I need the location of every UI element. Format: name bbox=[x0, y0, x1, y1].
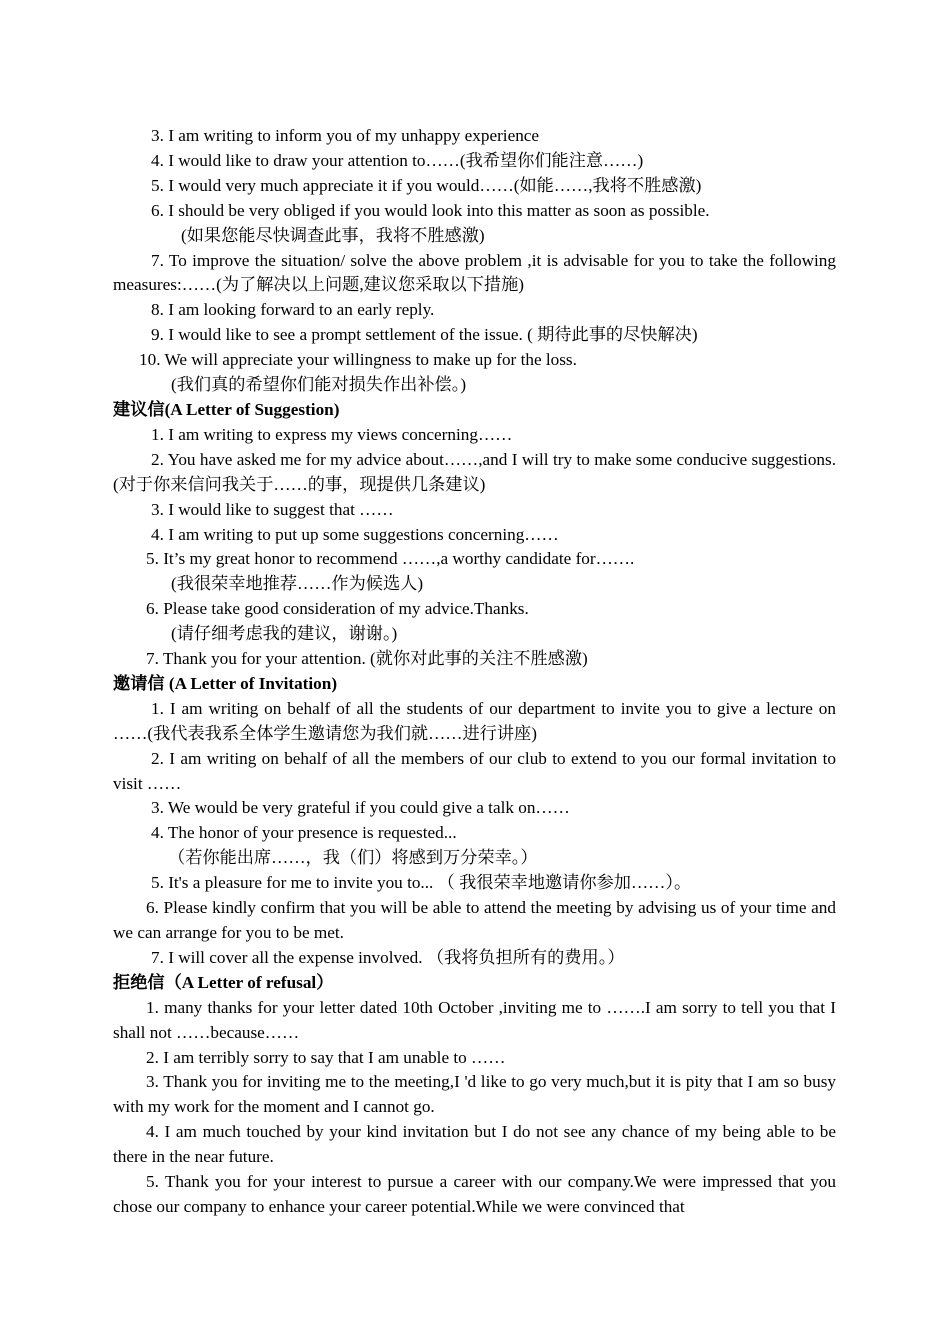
suggestion-line-7: 7. Thank you for your attention. (就你对此事的关注不胜感激) bbox=[146, 649, 588, 669]
invitation-line-2: 2. I am writing on behalf of all the members of our club to extend to you our formal invitation to visit …… bbox=[113, 748, 836, 793]
refusal-line-1: 1. many thanks for your letter dated 10th October ,inviting me to …….I am sorry to tell you that I shall not ……because…… bbox=[113, 997, 836, 1042]
refusal-line-3: 3. Thank you for inviting me to the meeting,I 'd like to go very much,but it is pity that I am so busy with my work for the moment and I cannot go. bbox=[113, 1072, 836, 1117]
invitation-line-5: 5. It's a pleasure for me to invite you to... （ 我很荣幸地邀请你参加……）。 bbox=[151, 873, 692, 893]
complaint-line-8: 8. I am looking forward to an early reply. bbox=[151, 300, 435, 320]
complaint-line-3: 3. I am writing to inform you of my unhappy experience bbox=[151, 126, 540, 145]
complaint-line-7: 7. To improve the situation/ solve the above problem ,it is advisable for you to take the following measures:……(为了解决以上问题,建议您采取以下措施) bbox=[113, 250, 836, 295]
complaint-line-10-translation: (我们真的希望你们能对损失作出补偿。) bbox=[171, 375, 467, 395]
invitation-line-1: 1. I am writing on behalf of all the students of our department to invite you to give a lecture on ……(我代表我系全体学生邀请您为我们就……进行讲座) bbox=[113, 698, 836, 743]
invitation-line-6: 6. Please kindly confirm that you will be able to attend the meeting by advising us of your time and we can arrange for you to be met. bbox=[113, 898, 836, 942]
invitation-line-7: 7. I will cover all the expense involved. （我将负担所有的费用。） bbox=[151, 947, 625, 967]
suggestion-line-1: 1. I am writing to express my views concerning…… bbox=[151, 424, 513, 444]
refusal-line-5: 5. Thank you for your interest to pursue a career with our company.We were impressed that you chose our company to enhance your career potential.While we were convinced that bbox=[113, 1172, 836, 1216]
complaint-line-4: 4. I would like to draw your attention to……(我希望你们能注意……) bbox=[151, 150, 644, 170]
refusal-heading: 拒绝信（A Letter of refusal） bbox=[113, 972, 334, 992]
suggestion-line-6: 6. Please take good consideration of my advice.Thanks. bbox=[146, 599, 529, 619]
invitation-line-4: 4. The honor of your presence is requested... bbox=[151, 823, 457, 843]
suggestion-line-4: 4. I am writing to put up some suggestions concerning…… bbox=[151, 524, 559, 544]
invitation-line-3: 3. We would be very grateful if you could give a talk on…… bbox=[151, 798, 570, 818]
suggestion-line-5: 5. It’s my great honor to recommend ……,a worthy candidate for……. bbox=[146, 549, 635, 569]
suggestion-line-6-translation: (请仔细考虑我的建议，谢谢。) bbox=[171, 624, 398, 644]
suggestion-heading: 建议信(A Letter of Suggestion) bbox=[113, 399, 340, 419]
refusal-line-4: 4. I am much touched by your kind invitation but I do not see any chance of my being able to be there in the near future. bbox=[113, 1122, 836, 1167]
complaint-line-10: 10. We will appreciate your willingness to make up for the loss. bbox=[139, 350, 577, 370]
suggestion-line-5-translation: (我很荣幸地推荐……作为候选人) bbox=[171, 574, 424, 594]
suggestion-line-2: 2. You have asked me for my advice about……,and I will try to make some conducive suggestions. (对于你来信问我关于……的事，现提供几条建议) bbox=[113, 449, 836, 494]
invitation-line-4-translation: （若你能出席……，我（们）将感到万分荣幸。） bbox=[168, 848, 538, 868]
document-page bbox=[113, 124, 836, 1220]
complaint-line-6-translation: (如果您能尽快调查此事，我将不胜感激) bbox=[181, 225, 485, 245]
complaint-line-9: 9. I would like to see a prompt settlement of the issue. ( 期待此事的尽快解决) bbox=[151, 325, 698, 345]
complaint-line-6: 6. I should be very obliged if you would look into this matter as soon as possible. bbox=[151, 200, 710, 220]
suggestion-line-3: 3. I would like to suggest that …… bbox=[151, 499, 394, 519]
invitation-heading: 邀请信 (A Letter of Invitation) bbox=[113, 673, 338, 693]
complaint-line-5: 5. I would very much appreciate it if you would……(如能……,我将不胜感激) bbox=[151, 175, 702, 195]
refusal-line-2: 2. I am terribly sorry to say that I am unable to …… bbox=[146, 1047, 506, 1067]
